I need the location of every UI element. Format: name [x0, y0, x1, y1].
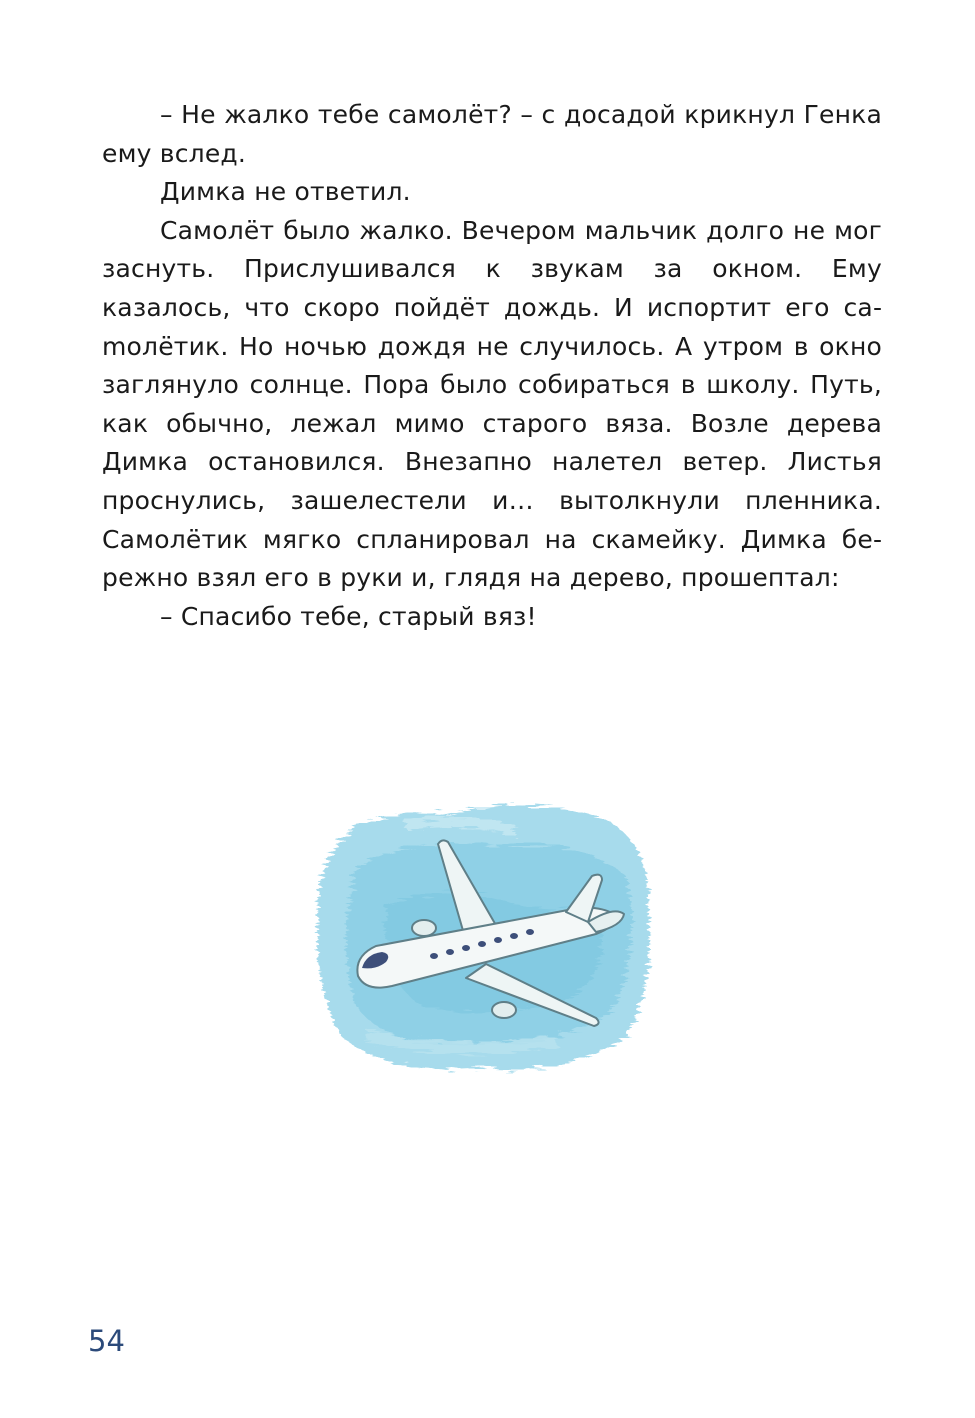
- paragraph-dimka-silent: Димка не ответил.: [160, 177, 411, 207]
- airplane-icon: [296, 786, 676, 1086]
- paragraph-plane-story: Самолёт было жалко. Вечером мальчик долго не мог заснуть. Прислушивался к звукам за окном. Ему казалось, что скоро пойдёт дождь. И испортит его саmолётик. Но ночью дождя не случилось. А утром в окно заглянуло солнце. Пора было собираться в школу. Путь, как обычно, лежал мимо старого вяза. Возле дерева Димка остановился. Внезапно налетел ветер. Листья проснулись, зашелестели и… вытолкнули пленника. Самолётик мягко спланировал на скамейку. Димка бережно взял его в руки и, глядя на дерево, прошептал:: [102, 215, 882, 593]
- page-number: 54: [88, 1324, 125, 1358]
- paragraph-thanks-elm: – Спасибо тебе, старый вяз!: [160, 601, 537, 631]
- airplane-illustration: [296, 786, 676, 1086]
- paragraph-genka-shout: – Не жалко тебе самолёт? – с досадой крикнул Генка ему вслед.: [102, 100, 882, 168]
- story-text: [102, 96, 882, 636]
